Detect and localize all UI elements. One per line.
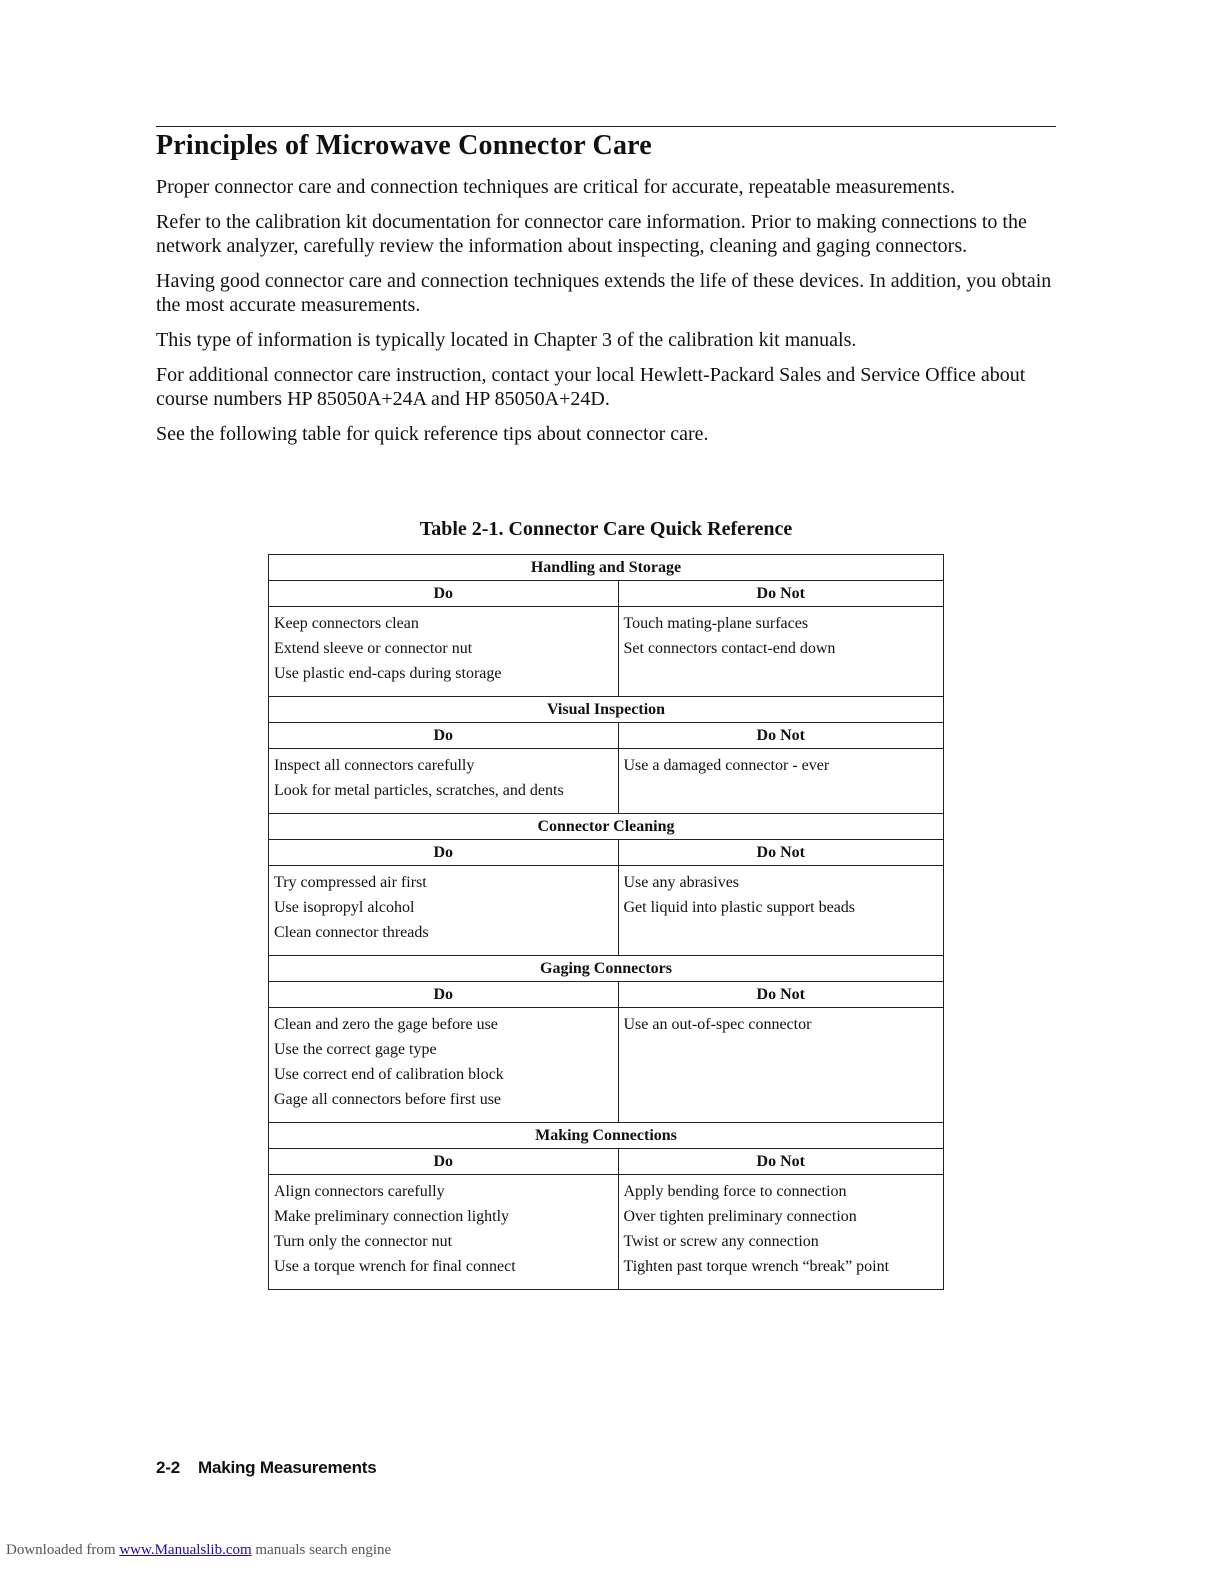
table-row bbox=[269, 1175, 944, 1290]
section-title-row bbox=[269, 1123, 944, 1149]
do-item: Use a torque wrench for final connect bbox=[274, 1258, 516, 1275]
do-not-header: Do Not bbox=[618, 723, 944, 749]
table-caption: Table 2-1. Connector Care Quick Reference bbox=[419, 518, 793, 540]
do-header: Do bbox=[269, 1149, 619, 1175]
do-not-item: Tighten past torque wrench “break” point bbox=[623, 1258, 890, 1275]
do-cell bbox=[269, 1175, 619, 1290]
footer-section-title: Making Measurements bbox=[197, 1458, 377, 1477]
do-item: Turn only the connector nut bbox=[274, 1233, 453, 1250]
do-not-item: Get liquid into plastic support beads bbox=[623, 899, 856, 916]
table-row bbox=[269, 607, 944, 697]
section-title: Making Connections bbox=[269, 1123, 944, 1149]
do-not-cell bbox=[618, 749, 944, 814]
do-item: Try compressed air first bbox=[274, 874, 427, 891]
section-title-row bbox=[269, 555, 944, 581]
column-header-row bbox=[269, 982, 944, 1008]
do-item: Use correct end of calibration block bbox=[274, 1066, 504, 1083]
top-rule bbox=[156, 126, 1056, 127]
do-not-header: Do Not bbox=[618, 840, 944, 866]
do-not-item: Over tighten preliminary connection bbox=[623, 1208, 857, 1225]
table-row bbox=[269, 866, 944, 956]
do-not-header: Do Not bbox=[618, 1149, 944, 1175]
download-suffix: manuals search engine bbox=[255, 1542, 392, 1558]
do-not-cell bbox=[618, 866, 944, 956]
do-item: Inspect all connectors carefully bbox=[274, 757, 475, 774]
column-header-row bbox=[269, 840, 944, 866]
page-footer bbox=[156, 1458, 377, 1478]
do-item: Use isopropyl alcohol bbox=[274, 899, 415, 916]
do-not-cell bbox=[618, 607, 944, 697]
do-item: Clean connector threads bbox=[274, 924, 429, 941]
page-number: 2-2 bbox=[156, 1458, 180, 1477]
do-not-item: Use a damaged connector - ever bbox=[623, 757, 830, 774]
section-title: Connector Cleaning bbox=[269, 814, 944, 840]
table-row bbox=[269, 749, 944, 814]
column-header-row bbox=[269, 1149, 944, 1175]
do-not-item: Use an out-of-spec connector bbox=[623, 1016, 812, 1033]
manualslib-link[interactable]: www.Manualslib.com bbox=[119, 1542, 252, 1558]
section-title: Visual Inspection bbox=[269, 697, 944, 723]
do-item: Use plastic end-caps during storage bbox=[274, 665, 502, 682]
do-cell bbox=[269, 607, 619, 697]
do-not-item: Use any abrasives bbox=[623, 874, 740, 891]
do-header: Do bbox=[269, 840, 619, 866]
section-title-row bbox=[269, 956, 944, 982]
page-title: Principles of Microwave Connector Care bbox=[156, 130, 652, 161]
do-item: Clean and zero the gage before use bbox=[274, 1016, 498, 1033]
paragraph: This type of information is typically located in Chapter 3 of the calibration kit manuals. bbox=[156, 329, 857, 351]
do-header: Do bbox=[269, 723, 619, 749]
do-item: Gage all connectors before first use bbox=[274, 1091, 502, 1108]
do-item: Look for metal particles, scratches, and dents bbox=[274, 782, 564, 799]
do-not-item: Apply bending force to connection bbox=[623, 1183, 847, 1200]
table-row bbox=[269, 1008, 944, 1123]
section-title-row bbox=[269, 814, 944, 840]
do-cell bbox=[269, 866, 619, 956]
do-not-cell bbox=[618, 1175, 944, 1290]
section-title: Handling and Storage bbox=[269, 555, 944, 581]
paragraph: Proper connector care and connection techniques are critical for accurate, repeatable measurements. bbox=[156, 176, 956, 198]
do-not-item: Twist or screw any connection bbox=[623, 1233, 819, 1250]
column-header-row bbox=[269, 723, 944, 749]
do-item: Make preliminary connection lightly bbox=[274, 1208, 510, 1225]
do-item: Align connectors carefully bbox=[274, 1183, 445, 1200]
connector-care-table bbox=[268, 554, 944, 1290]
do-not-item: Set connectors contact-end down bbox=[623, 640, 836, 657]
do-not-item: Touch mating-plane surfaces bbox=[623, 615, 809, 632]
do-header: Do bbox=[269, 581, 619, 607]
section-title-row bbox=[269, 697, 944, 723]
section-title: Gaging Connectors bbox=[269, 956, 944, 982]
do-item: Keep connectors clean bbox=[274, 615, 419, 632]
do-not-header: Do Not bbox=[618, 581, 944, 607]
paragraph: See the following table for quick reference tips about connector care. bbox=[156, 423, 709, 445]
download-note bbox=[6, 1542, 391, 1559]
do-header: Do bbox=[269, 982, 619, 1008]
do-cell bbox=[269, 749, 619, 814]
download-prefix: Downloaded from bbox=[6, 1542, 116, 1558]
paragraph: For additional connector care instruction, contact your local Hewlett-Packard Sales and Service Office about course numbers HP 85050A+24A and HP 85050A+24D. bbox=[156, 364, 1026, 410]
body-text bbox=[156, 175, 1056, 457]
do-item: Extend sleeve or connector nut bbox=[274, 640, 473, 657]
paragraph: Having good connector care and connection techniques extends the life of these devices. In addition, you obtain the most accurate measurements. bbox=[156, 270, 1052, 316]
column-header-row bbox=[269, 581, 944, 607]
table-body bbox=[269, 555, 944, 1290]
paragraph: Refer to the calibration kit documentation for connector care information. Prior to making connections to the network analyzer, carefully review the information about inspecting, cleaning and gaging connectors. bbox=[156, 211, 1027, 257]
do-cell bbox=[269, 1008, 619, 1123]
do-not-header: Do Not bbox=[618, 982, 944, 1008]
do-item: Use the correct gage type bbox=[274, 1041, 437, 1058]
do-not-cell bbox=[618, 1008, 944, 1123]
